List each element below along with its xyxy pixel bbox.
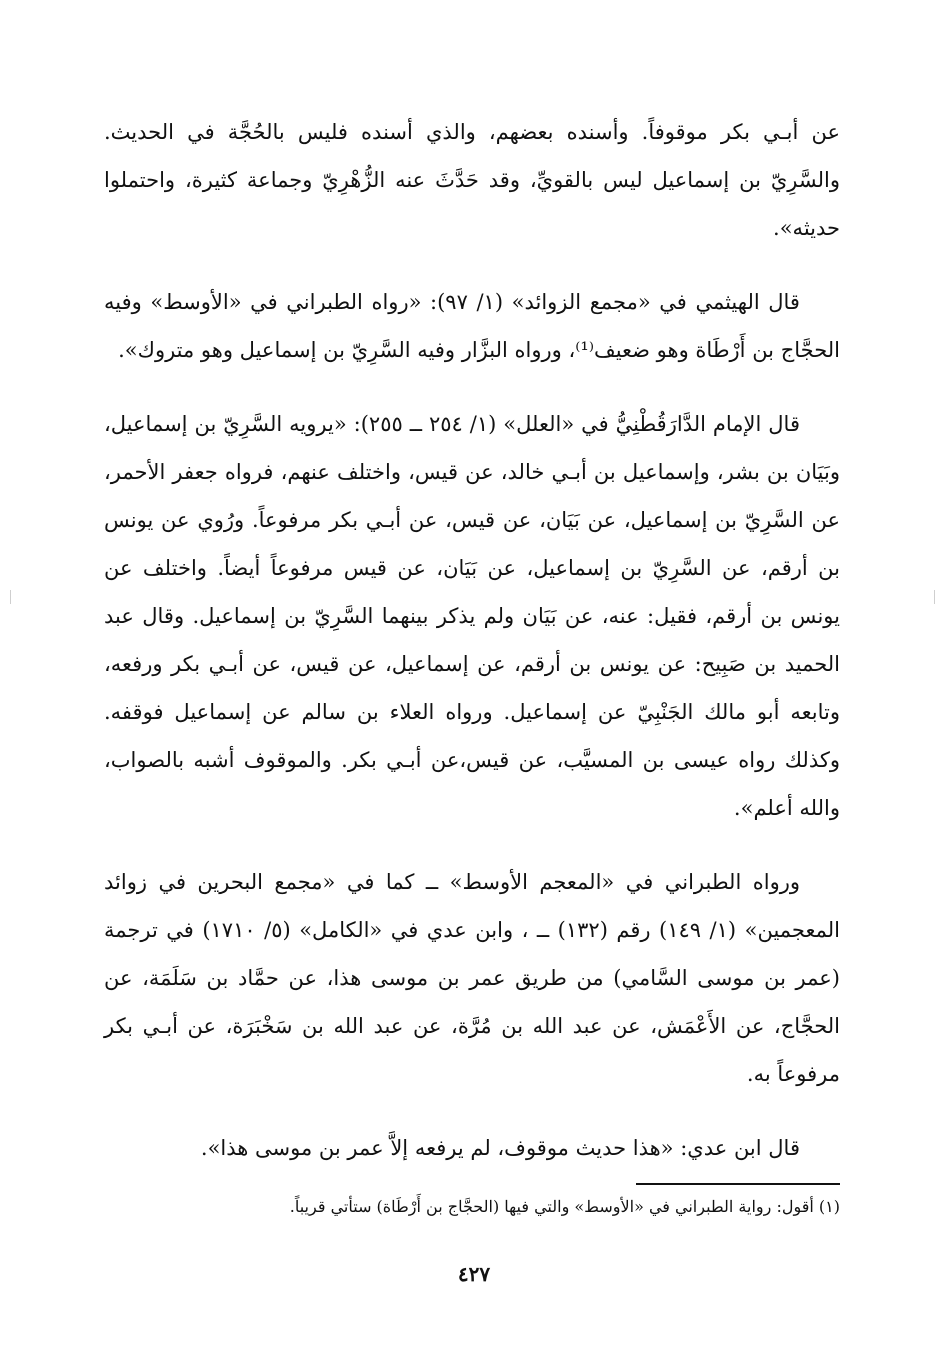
paragraph-1: عن أبـي بكر موقوفاً. وأسنده بعضهم، والذي أسنده فليس بالحُجَّة في الحديث. والسَّرِيّ بن إسماعيل ليس بالقويِّ، وقد حَدَّثَ عنه الزُّهْرِيّ وجماعة كثيرة، واحتملوا حديثه». [104, 120, 841, 240]
paragraph-3: قال الإمام الدَّارَقُطْنِيُّ في «العلل» (١/ ٢٥٤ ــ ٢٥٥): «يرويه السَّرِيّ بن إسماعيل، وبَيَان بن بشر، وإسماعيل بن أبـي خالد، عن قيس، واختلف عنهم، فرواه جعفر الأحمر، عن السَّرِيّ بن إسماعيل، عن بَيَان، عن قيس، عن أبـي بكر مرفوعاً. ورُوي عن يونس بن أرقم، عن السَّرِيّ بن إسماعيل، عن بَيَان، عن قيس مرفوعاً أيضاً. واختلف عن يونس بن أرقم، فقيل: عنه، عن بَيَان ولم يذكر بينهما السَّرِيّ بن إسماعيل. وقال عبد الحميد بن صَبِيح: عن يونس بن أرقم، عن إسماعيل، عن قيس، عن أبـي بكر ورفعه، وتابعه أبو مالك الجَنْبِيّ عن إسماعيل. ورواه العلاء بن سالم عن إسماعيل فوقفه. وكذلك رواه عيسى بن المسيَّب، عن قيس،عن أبـي بكر. والموقوف أشبه بالصواب، والله أعلم». [104, 412, 840, 820]
footnote: (١) أقول: رواية الطبراني في «الأوسط» والتي فيها (الحجَّاج بن أَرْطَاة) ستأتي قريباً. [289, 1197, 840, 1216]
paragraph-4: ورواه الطبراني في «المعجم الأوسط» ــ كما في «مجمع البحرين في زوائد المعجمين» (١/ ١٤٩) رقم (١٣٢) ــ ، وابن عدي في «الكامل» (٥/ ١٧١٠) في ترجمة (عمر بن موسى السَّامي) من طريق عمر بن موسى هذا، عن حمَّاد بن سَلَمَة، عن الحجَّاج، عن الأَعْمَش، عن عبد الله بن مُرَّة، عن عبد الله بن سَخْبَرَة، عن أبـي بكر مرفوعاً به. [104, 870, 840, 1086]
right-margin-mark [934, 590, 935, 604]
paragraph-2: قال الهيثمي في «مجمع الزوائد» (١/ ٩٧): «رواه الطبراني في «الأوسط» وفيه الحجَّاج بن أَرْطَاة وهو ضعيف⁽¹⁾، ورواه البزَّار وفيه السَّرِيّ بن إسماعيل وهو متروك». [104, 290, 840, 362]
left-margin-mark [10, 590, 11, 604]
main-text [104, 108, 840, 1198]
paragraph-5: قال ابن عدي: «هذا حديث موقوف، لم يرفعه إلاَّ عمر بن موسى هذا». [200, 1136, 800, 1160]
footnote-divider [636, 1183, 840, 1185]
page-number: ٤٢٧ [457, 1262, 491, 1286]
